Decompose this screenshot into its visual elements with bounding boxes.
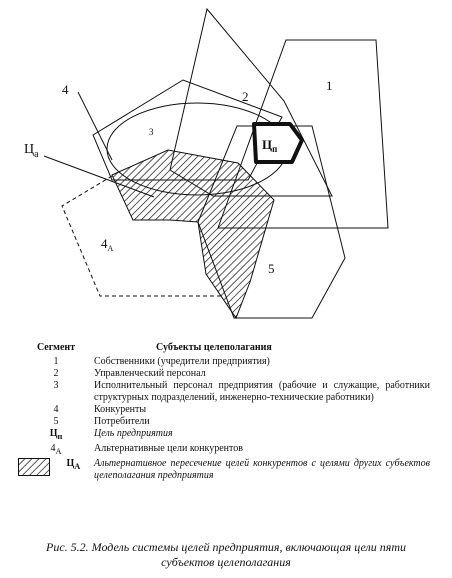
legend-description-cell: Альтернативные цели конкурентов xyxy=(94,443,243,454)
legend-segment-sub: А xyxy=(55,447,62,456)
legend-description-cell: Конкуренты xyxy=(94,404,147,415)
legend-row xyxy=(18,416,438,428)
legend-segment-cell: 3 xyxy=(53,380,59,391)
legend-segment-cell: 4 xyxy=(53,404,59,415)
a4-label-sub: А xyxy=(107,244,114,253)
ca-label-base: Ц xyxy=(24,142,35,157)
legend-segment-base: Ц xyxy=(66,458,75,469)
segment-1-label: 1 xyxy=(326,78,333,93)
legend-row xyxy=(18,458,438,482)
legend-segment-cell: 1 xyxy=(53,356,59,367)
legend-segment-sub: п xyxy=(57,432,63,441)
segment-5-label: 5 xyxy=(268,261,275,276)
figure-caption-line-2: субъектов целеполагания xyxy=(161,555,291,569)
legend-description-cell: Альтернативное пересечение целей конкурентов с целями других субъектов целеполагания предприятия xyxy=(94,458,430,481)
legend-description-cell: Исполнительный персонал предприятия (рабочие и служащие, работники структурных подразделений, инженерно-технические работники) xyxy=(94,380,430,403)
legend-row xyxy=(18,380,438,404)
legend-description-cell: Потребители xyxy=(94,416,150,427)
legend-row xyxy=(18,356,438,368)
legend-table xyxy=(18,342,438,482)
segment-2-label: 2 xyxy=(242,89,249,104)
legend-description-cell: Цель предприятия xyxy=(94,428,173,439)
legend-segment-cell: 5 xyxy=(53,416,59,427)
legend-row xyxy=(18,404,438,416)
legend-row xyxy=(18,428,438,443)
legend-segment-cell xyxy=(18,428,94,443)
cp-label-sub: п xyxy=(272,144,278,154)
a4-label xyxy=(101,236,114,253)
ca-label-sub: а xyxy=(34,149,39,160)
segment-ca-hatched xyxy=(112,150,274,318)
segment-3-label: 3 xyxy=(149,127,154,137)
legend-segment-sub: А xyxy=(74,462,81,471)
legend-segment-cell xyxy=(18,458,94,482)
a4-label-base: 4 xyxy=(101,236,108,251)
legend-row xyxy=(18,368,438,380)
legend-description-cell: Управленческий персонал xyxy=(94,368,206,379)
segment-4-label: 4 xyxy=(62,82,69,97)
legend-row xyxy=(18,443,438,458)
legend-header-row xyxy=(18,342,438,356)
legend-header-subjects: Субъекты целеполагания xyxy=(156,342,272,353)
legend-segment-cell xyxy=(18,443,94,458)
legend-segment-base: 4 xyxy=(50,443,56,454)
legend-description-cell: Собственники (учредители предприятия) xyxy=(94,356,270,367)
cp-label-base: Ц xyxy=(262,137,273,152)
legend-segment-cell: 2 xyxy=(53,368,59,379)
figure-caption xyxy=(0,540,452,570)
figure-caption-line-1: Рис. 5.2. Модель системы целей предприятия, включающая цели пяти xyxy=(45,540,407,554)
legend-header-segment: Сегмент xyxy=(36,342,76,353)
legend-segment-base: Ц xyxy=(49,428,58,439)
ca-label xyxy=(24,142,39,160)
hatched-swatch-icon xyxy=(18,458,50,476)
